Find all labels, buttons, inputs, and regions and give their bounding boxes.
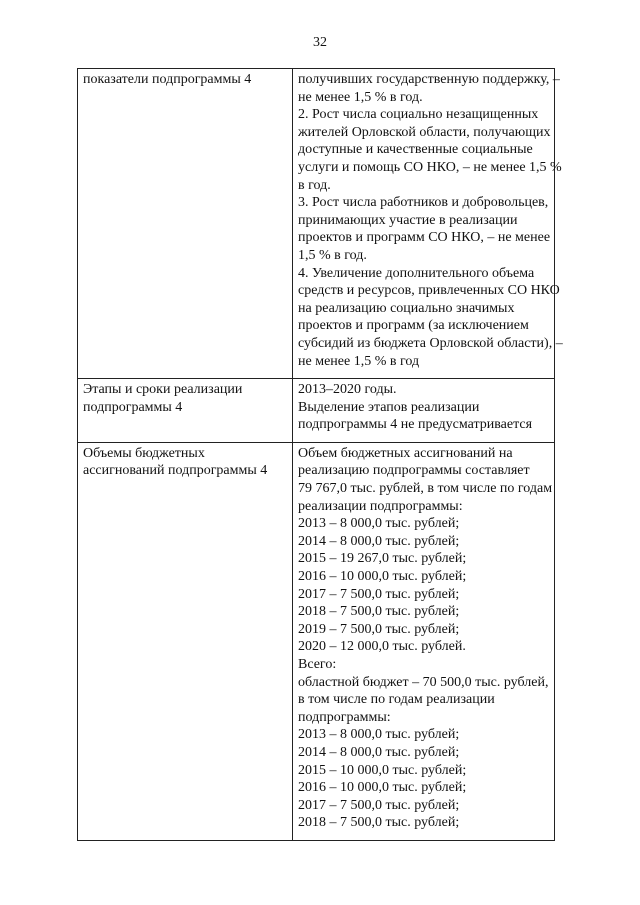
table-row [78, 69, 555, 379]
row-value-line: 2017 – 7 500,0 тыс. рублей; [298, 797, 460, 813]
row-value-line: проектов и программ СО НКО, – не менее [298, 230, 551, 246]
row-label-line: ассигнований подпрограммы 4 [83, 463, 268, 479]
row-value-line: 2013 – 8 000,0 тыс. рублей; [298, 516, 460, 532]
row-value-line: на реализацию социально значимых [298, 300, 515, 316]
row-value-line: 2017 – 7 500,0 тыс. рублей; [298, 586, 460, 602]
row-label-line: Объемы бюджетных [83, 445, 205, 461]
row-label-line: Этапы и сроки реализации [83, 382, 243, 398]
table-row [78, 442, 555, 840]
row-value-line: 79 767,0 тыс. рублей, в том числе по годам [298, 481, 553, 497]
row-value-line: 2. Рост числа социально незащищенных [298, 107, 539, 123]
row-value-line: жителей Орловской области, получающих [298, 124, 551, 140]
row-value-line: субсидий из бюджета Орловской области), – [298, 335, 563, 351]
row-value-line: 3. Рост числа работников и добровольцев, [298, 195, 549, 211]
row-value-line: 2018 – 7 500,0 тыс. рублей; [298, 815, 460, 831]
row-value-line: областной бюджет – 70 500,0 тыс. рублей, [298, 674, 549, 690]
row-value-line: 2018 – 7 500,0 тыс. рублей; [298, 604, 460, 620]
row-value-line: в том числе по годам реализации [298, 692, 495, 708]
row-value-line: Всего: [298, 657, 337, 672]
row-label-line: подпрограммы 4 [83, 399, 183, 415]
page-number: 32 [313, 35, 327, 50]
row-value-line: Объем бюджетных ассигнований на [298, 445, 513, 461]
row-value-line: 2019 – 7 500,0 тыс. рублей; [298, 621, 460, 637]
row-value-line: 2014 – 8 000,0 тыс. рублей; [298, 533, 460, 549]
row-value-line: в год. [298, 177, 331, 193]
row-value-line: получивших государственную поддержку, – [298, 72, 560, 87]
row-value-line: 2016 – 10 000,0 тыс. рублей; [298, 569, 467, 585]
row-value-line: подпрограммы 4 не предусматривается [298, 417, 533, 433]
row-value-line: 2014 – 8 000,0 тыс. рублей; [298, 744, 460, 760]
row-label-cell [78, 379, 293, 443]
row-value-line: 2020 – 12 000,0 тыс. рублей. [298, 639, 466, 655]
row-value-line: Выделение этапов реализации [298, 399, 480, 415]
row-value-line: проектов и программ (за исключением [298, 318, 529, 334]
row-value-line: 2016 – 10 000,0 тыс. рублей; [298, 780, 467, 796]
row-value-cell [293, 442, 555, 840]
row-value-line: 2015 – 19 267,0 тыс. рублей; [298, 551, 467, 567]
table-body [78, 69, 563, 841]
subprogram-passport-table [77, 68, 563, 841]
row-label-cell [78, 69, 293, 379]
table-row [78, 379, 555, 443]
row-value-line: подпрограммы: [298, 709, 391, 725]
row-value-line: 2015 – 10 000,0 тыс. рублей; [298, 762, 467, 778]
row-value-line: услуги и помощь СО НКО, – не менее 1,5 % [298, 159, 562, 175]
row-value-line: 1,5 % в год. [298, 247, 367, 263]
row-value-line: реализацию подпрограммы составляет [298, 463, 530, 479]
row-value-line: не менее 1,5 % в год. [298, 89, 423, 105]
row-value-line: средств и ресурсов, привлеченных СО НКО [298, 283, 560, 299]
row-value-line: принимающих участие в реализации [298, 212, 518, 228]
row-value-line: не менее 1,5 % в год [298, 353, 420, 369]
row-value-cell [293, 69, 563, 379]
row-label-cell [78, 442, 293, 840]
row-label-line: показатели подпрограммы 4 [83, 72, 252, 87]
row-value-line: 2013–2020 годы. [298, 382, 397, 398]
row-value-cell [293, 379, 555, 443]
row-value-line: 4. Увеличение дополнительного объема [298, 265, 535, 281]
row-value-line: доступные и качественные социальные [298, 142, 533, 158]
row-value-line: реализации подпрограммы: [298, 498, 463, 514]
row-value-line: 2013 – 8 000,0 тыс. рублей; [298, 727, 460, 743]
